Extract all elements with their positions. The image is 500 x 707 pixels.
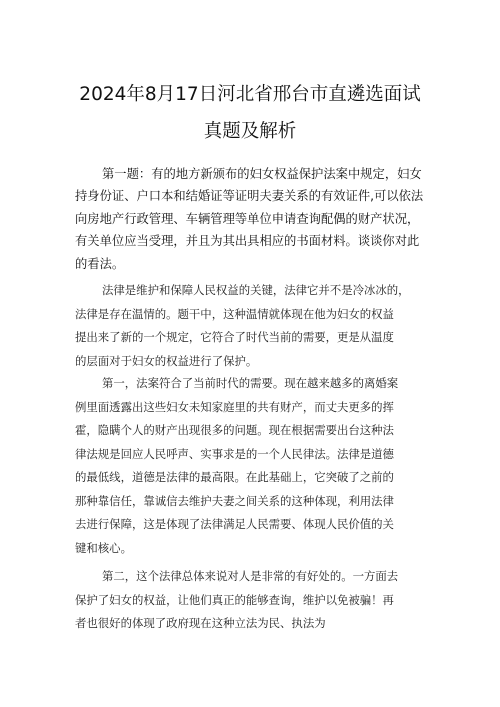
paragraph-line: 者也很好的体现了政府现在这种立法为民、执法为 <box>75 616 326 630</box>
question-line: 有关单位应当受理，并且为其出具相应的书面材料。谈谈你对此 <box>75 234 420 249</box>
document-title-line-1: 2024年8月17日河北省邢台市直遴选面试 <box>79 84 421 105</box>
question-paragraph <box>75 163 442 275</box>
paragraph-line: 第二，这个法律总体来说对人是非常的有好处的。一方面去 <box>102 569 399 583</box>
paragraph-line: 保护了妇女的权益，让他们真正的能够查询，维护以免被骗！再 <box>75 592 394 607</box>
answer-paragraph-2 <box>75 372 447 560</box>
question-line: 的看法。 <box>75 256 125 271</box>
document-title-line-2: 真题及解析 <box>203 121 297 142</box>
paragraph-line: 去进行保障，这是体现了法律满足人民需要、体现人民价值的关 <box>75 517 394 531</box>
answer-paragraph-1 <box>75 279 447 373</box>
answer-paragraph-3 <box>75 565 447 636</box>
paragraph-line: 的最低线，道德是法律的最高限。在此基础上，它突破了之前的 <box>75 470 394 484</box>
paragraph-line: 法律是存在温情的。题干中，这种温情就体现在他为妇女的权益 <box>75 306 394 321</box>
paragraph-line: 的层面对于妇女的权益进行了保护。 <box>75 353 258 368</box>
question-line: 第一题：有的地方新颁布的妇女权益保护法案中规定，妇女 <box>102 167 422 181</box>
paragraph-line: 律法规是回应人民呼声、实事求是的一个人民律法。法律是道德 <box>75 446 394 461</box>
question-line: 持身份证、户口本和结婚证等证明夫妻关系的有效证件,可以依法 <box>75 189 424 204</box>
paragraph-line: 第一，法案符合了当前时代的需要。现在越来越多的离婚案 <box>102 376 399 390</box>
paragraph-line: 法律是维护和保障人民权益的关键，法律它并不是冷冰冰的， <box>102 283 410 297</box>
paragraph-line: 键和核心。 <box>75 540 132 555</box>
paragraph-line: 那种靠信任，靠诚信去维护夫妻之间关系的这种体现，利用法律 <box>75 493 394 508</box>
question-line: 向房地产行政管理、车辆管理等单位申请查询配偶的财产状况， <box>75 211 420 226</box>
paragraph-line: 提出来了新的一个规定，它符合了时代当前的需要，更是从温度 <box>75 330 394 344</box>
paragraph-line: 例里面透露出这些妇女未知家庭里的共有财产，而丈夫更多的挥 <box>75 399 394 414</box>
paragraph-line: 霍，隐瞒个人的财产出现很多的问题。现在根据需要出台这种法 <box>75 423 394 437</box>
